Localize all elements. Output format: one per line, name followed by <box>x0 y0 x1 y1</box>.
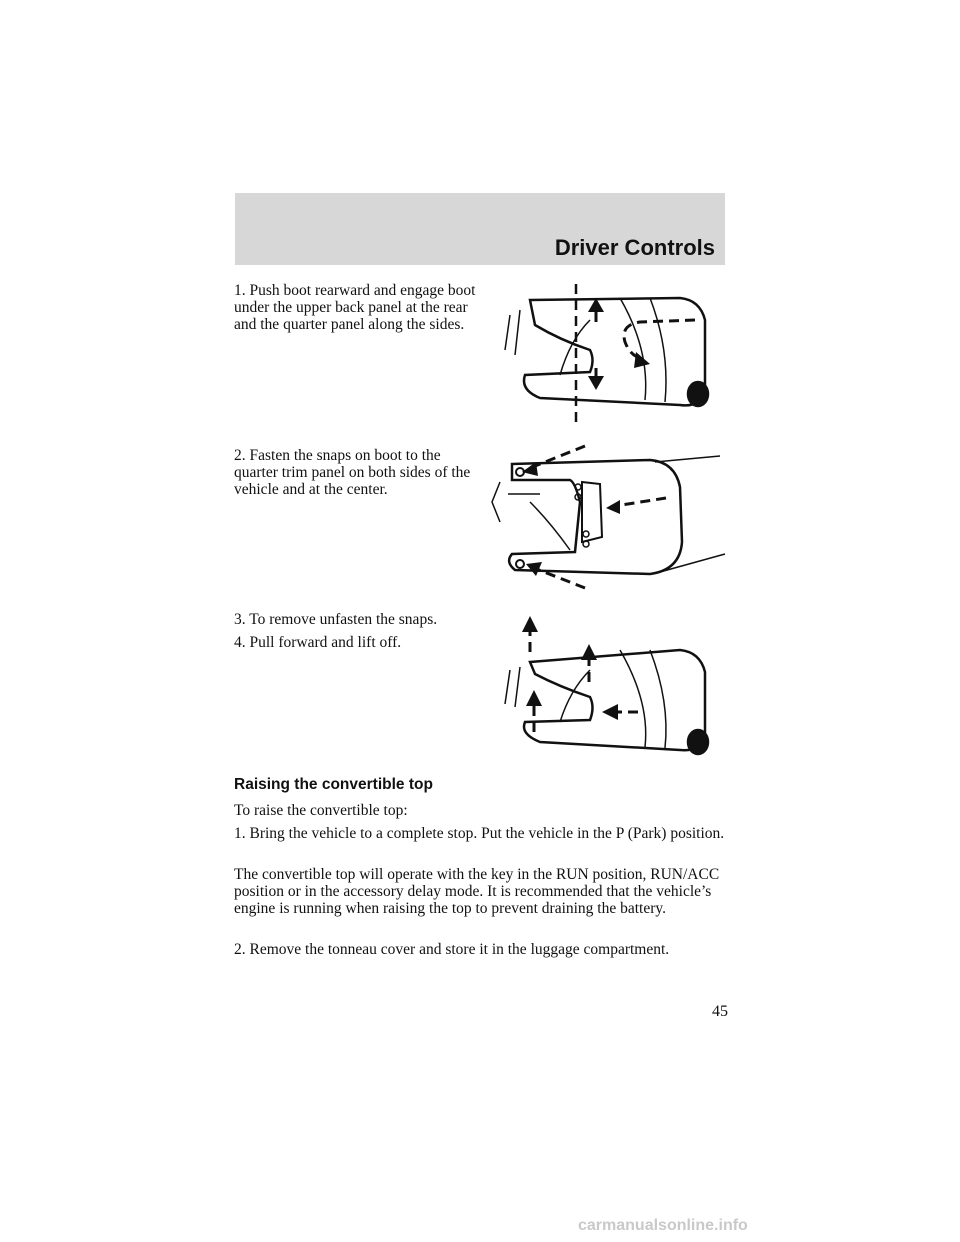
boot-remove-illustration <box>500 612 730 762</box>
section-title: Driver Controls <box>554 235 715 260</box>
boot-snaps-illustration <box>490 442 730 592</box>
header-band <box>235 193 725 265</box>
step-1-text: 1. Push boot rearward and engage boot under the upper back panel at the rear and the quarter panel along the sides. <box>234 282 476 333</box>
step-4-text: 4. Pull forward and lift off. <box>234 634 402 651</box>
step-3-text: 3. To remove unfasten the snaps. <box>234 611 438 628</box>
raising-intro: To raise the convertible top: <box>234 802 408 819</box>
boot-engage-illustration <box>500 280 730 430</box>
step-2-text: 2. Fasten the snaps on boot to the quarter trim panel on both sides of the vehicle and at the center. <box>234 447 471 498</box>
page-number: 45 <box>712 1003 728 1020</box>
raising-step-2: 2. Remove the tonneau cover and store it in the luggage compartment. <box>234 941 670 958</box>
raising-note: The convertible top will operate with the key in the RUN position, RUN/ACC position or in the accessory delay mode. It is recommended that the vehicle’s engine is running when raising the top to prevent draining the battery. <box>234 866 720 917</box>
watermark: carmanualsonline.info <box>578 1217 748 1234</box>
raising-step-1: 1. Bring the vehicle to a complete stop. Put the vehicle in the P (Park) position. <box>234 825 725 842</box>
raising-heading: Raising the convertible top <box>234 776 433 793</box>
